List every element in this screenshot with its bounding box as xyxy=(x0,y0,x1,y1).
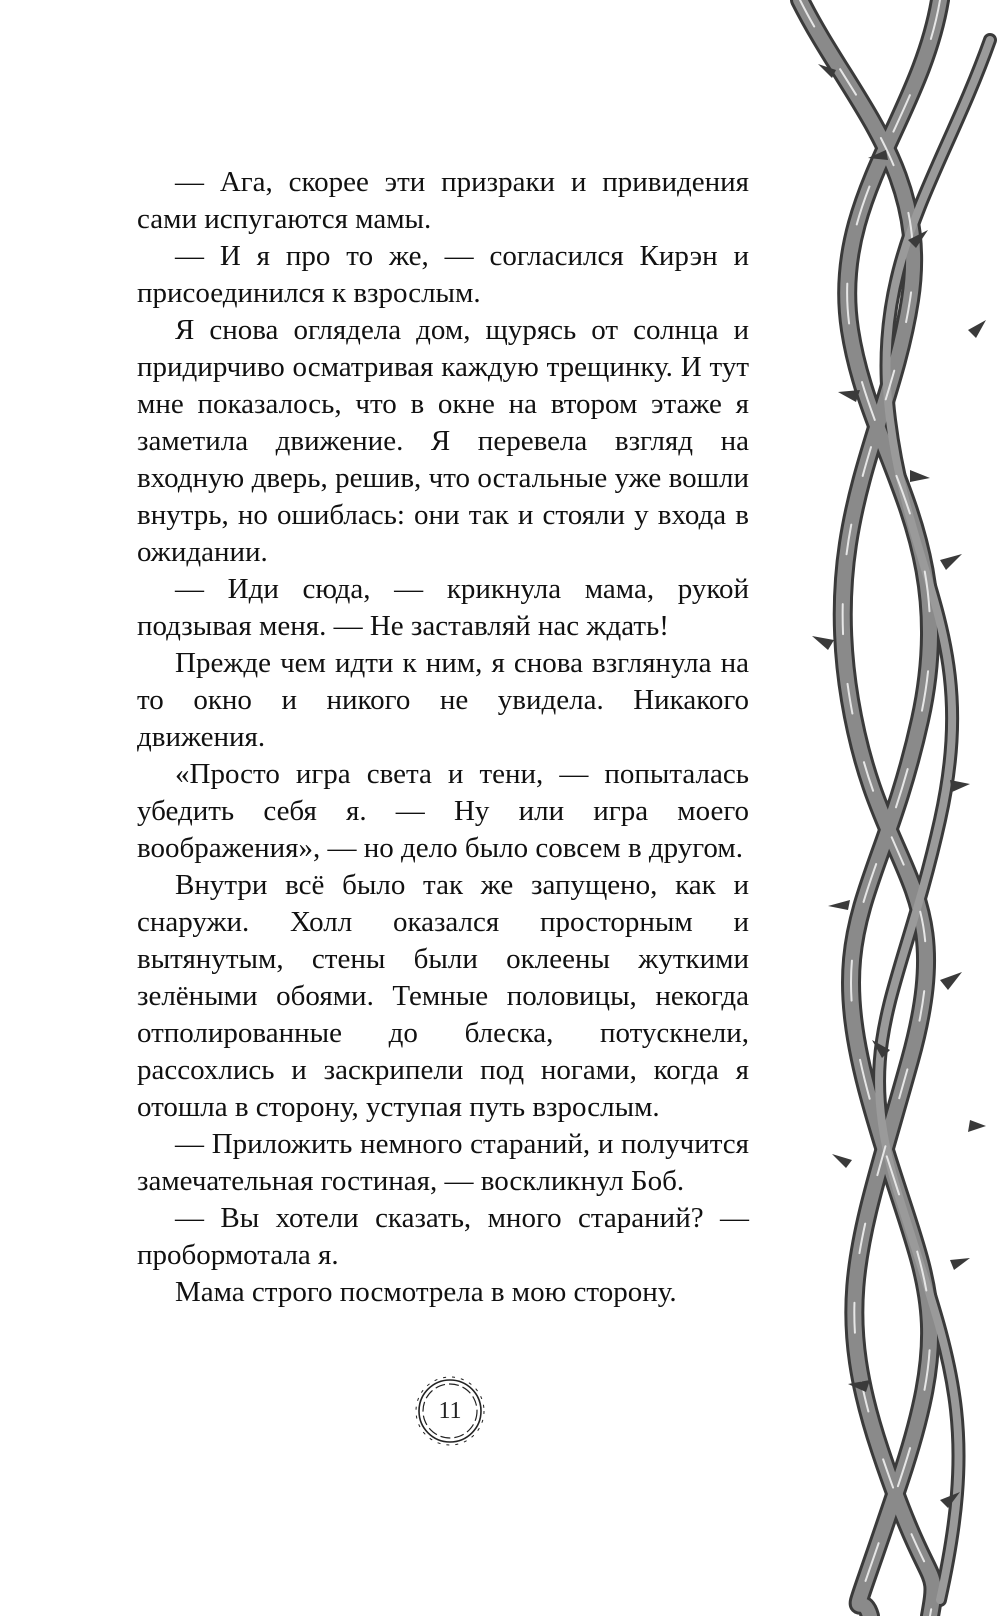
paragraph: «Просто игра света и тени, — попыталась убедить себя я. — Ну или игра моего воображения», — но дело было совсем в другом. xyxy=(137,758,749,864)
paragraph: Внутри всё было так же запущено, как и снаружи. Холл оказался просторным и вытянутым, стены были оклеены жуткими зелёными обоями. Темные половицы, некогда отполированные до блеска, потускнели, рассохлись и заскрипели под ногами, когда я отошла в сторону, уступая путь взрослым. xyxy=(137,869,749,1123)
paragraph: — И я про то же, — согласился Кирэн и присоединился к взрослым. xyxy=(137,240,749,309)
paragraph: — Вы хотели сказать, много стараний? — пробормотала я. xyxy=(137,1202,749,1271)
paragraph: Прежде чем идти к ним, я снова взглянула на то окно и никого не увидела. Никакого движения. xyxy=(137,647,749,753)
body-text xyxy=(137,164,749,1311)
page-number-wreath xyxy=(412,1373,488,1449)
page-number: 11 xyxy=(438,1398,462,1424)
paragraph: — Приложить немного стараний, и получится замечательная гостиная, — воскликнул Боб. xyxy=(137,1128,749,1197)
paragraph: Я снова оглядела дом, щурясь от солнца и придирчиво осматривая каждую трещинку. И тут мне показалось, что в окне на втором этаже я заметила движение. Я перевела взгляд на входную дверь, решив, что остальные уже вошли внутрь, но ошиблась: они так и стояли у входа в ожидании. xyxy=(137,314,749,568)
thorn-vine-decoration xyxy=(790,0,1000,1616)
paragraph: — Ага, скорее эти призраки и привидения сами испугаются мамы. xyxy=(137,166,749,235)
paragraph: Мама строго посмотрела в мою сторону. xyxy=(175,1276,677,1308)
paragraph: — Иди сюда, — крикнула мама, рукой подзывая меня. — Не заставляй нас ждать! xyxy=(137,573,749,642)
